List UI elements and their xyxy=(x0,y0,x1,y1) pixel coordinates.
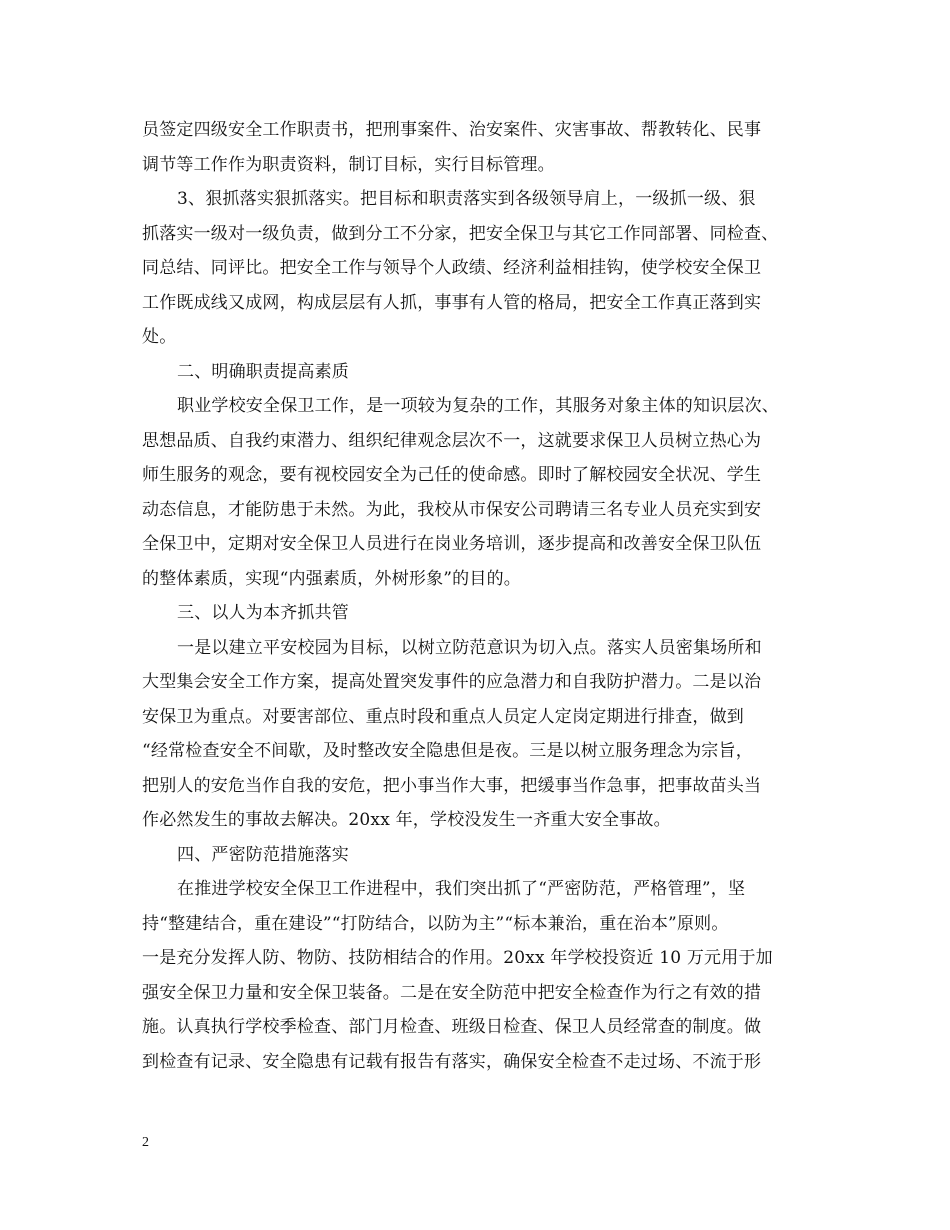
paragraph-line: 全保卫中，定期对安全保卫人员进行在岗业务培训，逐步提高和改善安全保卫队伍 xyxy=(142,534,762,554)
paragraph-line: 同总结、同评比。把安全工作与领导个人政绩、经济利益相挂钩，使学校安全保卫 xyxy=(142,258,762,278)
paragraph-line: 施。认真执行学校季检查、部门月检查、班级日检查、保卫人员经常查的制度。做 xyxy=(142,1017,762,1037)
paragraph-line: “经常检查安全不间歇，及时整改安全隐患但是夜。三是以树立服务理念为宗旨， xyxy=(142,741,753,761)
section-heading: 三、以人为本齐抓共管 xyxy=(177,603,349,623)
paragraph-line: 安保卫为重点。对要害部位、重点时段和重点人员定人定岗定期进行排查，做到 xyxy=(142,706,744,727)
paragraph-line: 强安全保卫力量和安全保卫装备。二是在安全防范中把安全检查作为行之有效的措 xyxy=(142,982,762,1003)
paragraph-line: 动态信息，才能防患于未然。为此，我校从市保安公司聘请三名专业人员充实到安 xyxy=(142,499,762,520)
paragraph-line: 员签定四级安全工作职责书，把刑事案件、治安案件、灾害事故、帮教转化、民事 xyxy=(142,120,762,140)
paragraph-line: 3、狠抓落实狠抓落实。把目标和职责落实到各级领导肩上，一级抓一级、狠 xyxy=(177,189,756,209)
paragraph-line: 一是充分发挥人防、物防、技防相结合的作用。20xx 年学校投资近 10 万元用于加 xyxy=(142,948,773,968)
paragraph-line: 在推进学校安全保卫工作进程中，我们突出抓了“严密防范，严格管理”，坚 xyxy=(177,879,746,899)
paragraph-line: 持“整建结合，重在建设”“打防结合，以防为主”“标本兼治，重在治本”原则。 xyxy=(142,913,729,934)
paragraph-line: 思想品质、自我约束潜力、组织纪律观念层次不一，这就要求保卫人员树立热心为 xyxy=(142,430,762,451)
page-number: 2 xyxy=(142,1135,149,1150)
section-heading: 四、严密防范措施落实 xyxy=(177,844,349,865)
paragraph-line: 处。 xyxy=(142,327,177,347)
paragraph-line: 大型集会安全工作方案，提高处置突发事件的应急潜力和自我防护潜力。二是以治 xyxy=(142,672,762,692)
document-body xyxy=(142,113,812,1079)
paragraph-line: 调节等工作作为职责资料，制订目标，实行目标管理。 xyxy=(142,154,555,175)
paragraph-line: 到检查有记录、安全隐患有记载有报告有落实，确保安全检查不走过场、不流于形 xyxy=(142,1051,762,1072)
paragraph-line: 的整体素质，实现“内强素质，外树形象”的目的。 xyxy=(142,568,521,589)
paragraph-line: 作必然发生的事故去解决。20xx 年，学校没发生一齐重大安全事故。 xyxy=(142,810,671,830)
paragraph-line: 抓落实一级对一级负责，做到分工不分家，把安全保卫与其它工作同部署、同检查、 xyxy=(142,223,779,244)
paragraph-line: 把别人的安危当作自我的安危，把小事当作大事，把缓事当作急事，把事故苗头当 xyxy=(142,775,762,796)
paragraph-line: 工作既成线又成网，构成层层有人抓，事事有人管的格局，把安全工作真正落到实 xyxy=(142,292,762,313)
paragraph-line: 师生服务的观念，要有视校园安全为己任的使命感。即时了解校园安全状况、学生 xyxy=(142,465,762,485)
paragraph-line: 一是以建立平安校园为目标，以树立防范意识为切入点。落实人员密集场所和 xyxy=(177,637,762,658)
paragraph-line: 职业学校安全保卫工作，是一项较为复杂的工作，其服务对象主体的知识层次、 xyxy=(177,396,779,416)
section-heading: 二、明确职责提高素质 xyxy=(177,361,349,382)
